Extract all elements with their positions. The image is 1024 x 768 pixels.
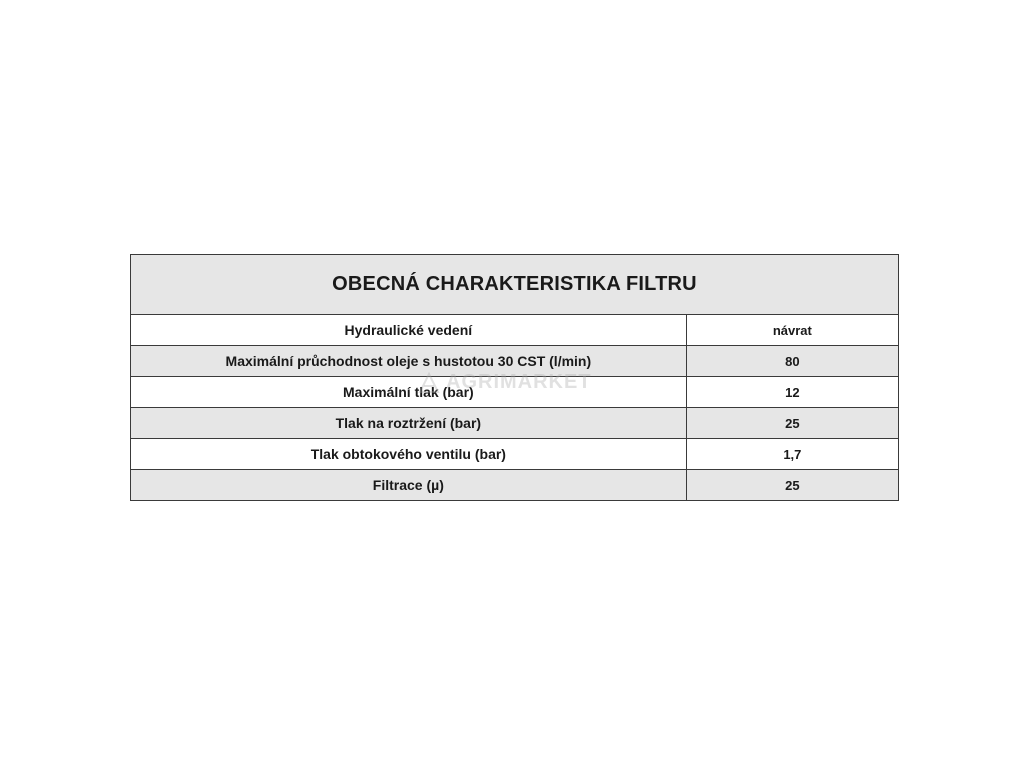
row-label-max-pressure: Maximální tlak (bar) xyxy=(131,377,687,408)
filter-spec-table xyxy=(130,254,899,501)
table-row xyxy=(131,408,899,439)
row-label-max-flow: Maximální průchodnost oleje s hustotou 30 CST (l/min) xyxy=(131,346,687,377)
row-value-max-flow: 80 xyxy=(686,346,898,377)
row-value-filtration: 25 xyxy=(686,470,898,501)
table-title: OBECNÁ CHARAKTERISTIKA FILTRU xyxy=(131,255,899,315)
row-label-filtration: Filtrace (µ) xyxy=(131,470,687,501)
table-row xyxy=(131,470,899,501)
row-value-bypass-valve: 1,7 xyxy=(686,439,898,470)
watermark-text: AGRIMARKET xyxy=(446,371,592,393)
table-row xyxy=(131,377,899,408)
table-title-row xyxy=(131,255,899,315)
table-row xyxy=(131,439,899,470)
row-label-bypass-valve: Tlak obtokového ventilu (bar) xyxy=(131,439,687,470)
row-value-max-pressure: 12 xyxy=(686,377,898,408)
table-row xyxy=(131,315,899,346)
row-label-burst-pressure: Tlak na roztržení (bar) xyxy=(131,408,687,439)
row-value-hydraulic-line: návrat xyxy=(686,315,898,346)
row-label-hydraulic-line: Hydraulické vedení xyxy=(131,315,687,346)
row-value-burst-pressure: 25 xyxy=(686,408,898,439)
table-row xyxy=(131,346,899,377)
